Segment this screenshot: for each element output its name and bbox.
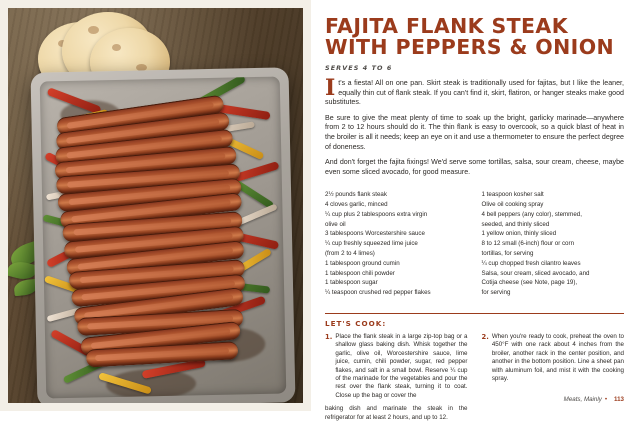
photo-page <box>0 0 311 411</box>
intro-paragraph-2: Be sure to give the meat plenty of time to soak up the bright, garlicky marinade—anywhere from 2 to 12 hours should do it. The thin flank is easy to overcook, so a quick blast of heat in the broiler is all it needs; keep an eye on it and use a thermometer to ensure the perfect degree of doneness. <box>325 113 624 151</box>
ingredient-item: Olive oil cooking spray <box>481 201 544 209</box>
instruction-step-2 <box>482 333 625 400</box>
ingredient-item: (from 2 to 4 limes) <box>325 250 375 258</box>
ingredients-column-2 <box>482 191 625 299</box>
instruction-step-1 <box>325 333 468 400</box>
serves-label: SERVES 4 TO 6 <box>325 64 393 72</box>
ingredient-item: Cotija cheese (see Note, page 19), <box>481 279 578 287</box>
ingredient-item: 8 to 12 small (6-inch) flour or corn <box>481 240 575 248</box>
recipe-title-line-2: WITH PEPPERS & ONION <box>325 35 615 59</box>
ingredient-item: 4 cloves garlic, minced <box>325 201 388 209</box>
step-text-continued: baking dish and marinate the steak in the refrigerator for at least 2 hours, and up to 12. <box>325 405 468 421</box>
chapter-name: Meats, Mainly <box>563 396 602 403</box>
page-footer <box>564 396 624 403</box>
sliced-flank-steak <box>50 97 270 366</box>
step-text: When you're ready to cook, preheat the oven to 450°F with one rack about 4 inches from the broiler, another rack in the center position, and another in the bottom position. Line a sheet pan with aluminum foil, and mist it with the cooking spray. <box>491 332 624 382</box>
page-title <box>325 16 624 58</box>
ingredient-item: for serving <box>481 289 511 297</box>
recipe-intro <box>325 75 624 177</box>
ingredient-item: olive oil <box>325 220 346 228</box>
ingredient-item: seeded, and thinly sliced <box>481 220 550 228</box>
ingredient-item: 1 tablespoon chili powder <box>325 269 395 277</box>
ingredient-item: 2½ pounds flank steak <box>325 191 387 199</box>
instructions-continued <box>325 405 624 422</box>
recipe-title-line-1: FAJITA FLANK STEAK <box>325 14 568 38</box>
step-text: Place the flank steak in a large zip-top bag or a shallow glass baking dish. Whisk together the garlic, olive oil, Worcestershire sauce, lime juice, cumin, chili powder, sugar, red pepper flakes, and salt in a small bowl. Reserve ¼ cup of the marinade for the vegetables and pour the rest over the flank steak, turning it to coat. Close up the bag or cover the <box>335 332 468 399</box>
ingredient-item: 3 tablespoons Worcestershire sauce <box>325 230 425 238</box>
drop-cap: I <box>325 75 336 101</box>
intro-paragraph-3: And don't forget the fajita fixings! We'd serve some tortillas, salsa, sour cream, cheese, maybe even some sliced avocado, for good measure. <box>325 158 624 176</box>
ingredients-list <box>325 189 624 299</box>
step-number: 1. <box>325 332 333 341</box>
page-number: 113 <box>614 396 624 403</box>
ingredient-item: 1 teaspoon kosher salt <box>481 191 544 199</box>
footer-separator: • <box>604 396 608 403</box>
instruction-step-1-continued <box>325 405 468 422</box>
ingredient-item: 4 bell peppers (any color), stemmed, <box>481 210 582 218</box>
recipe-text-page <box>311 0 640 421</box>
ingredient-item: tortillas, for serving <box>481 250 534 258</box>
ingredient-item: 1 yellow onion, thinly sliced <box>481 230 557 238</box>
lets-cook-heading: LET'S COOK: <box>325 313 624 328</box>
ingredient-item: ¼ cup plus 2 tablespoons extra virgin <box>325 210 428 218</box>
ingredient-item: ¼ teaspoon crushed red pepper flakes <box>325 289 431 297</box>
ingredients-column-1 <box>325 191 468 299</box>
intro-text-1: t's a fiesta! All on one pan. Skirt steak is traditionally used for fajitas, but I like the leaner, equally thin cut of flank steak. If you can't find it, skirt, flatiron, or hanger steaks make good substitutes. <box>325 79 624 107</box>
ingredient-item: Salsa, sour cream, sliced avocado, and <box>481 269 590 277</box>
recipe-photo <box>8 8 303 403</box>
intro-paragraph-1 <box>325 75 624 108</box>
ingredient-item: 1 tablespoon ground cumin <box>325 259 400 267</box>
sheet-pan <box>31 67 296 403</box>
ingredient-item: ¼ cup chopped fresh cilantro leaves <box>481 259 581 267</box>
ingredient-item: 1 tablespoon sugar <box>325 279 378 287</box>
instruction-spacer <box>482 405 625 422</box>
step-number: 2. <box>481 332 489 341</box>
instructions <box>325 333 624 400</box>
sheet-pan-surface <box>40 77 287 399</box>
ingredient-item: ¼ cup freshly squeezed lime juice <box>325 240 418 248</box>
